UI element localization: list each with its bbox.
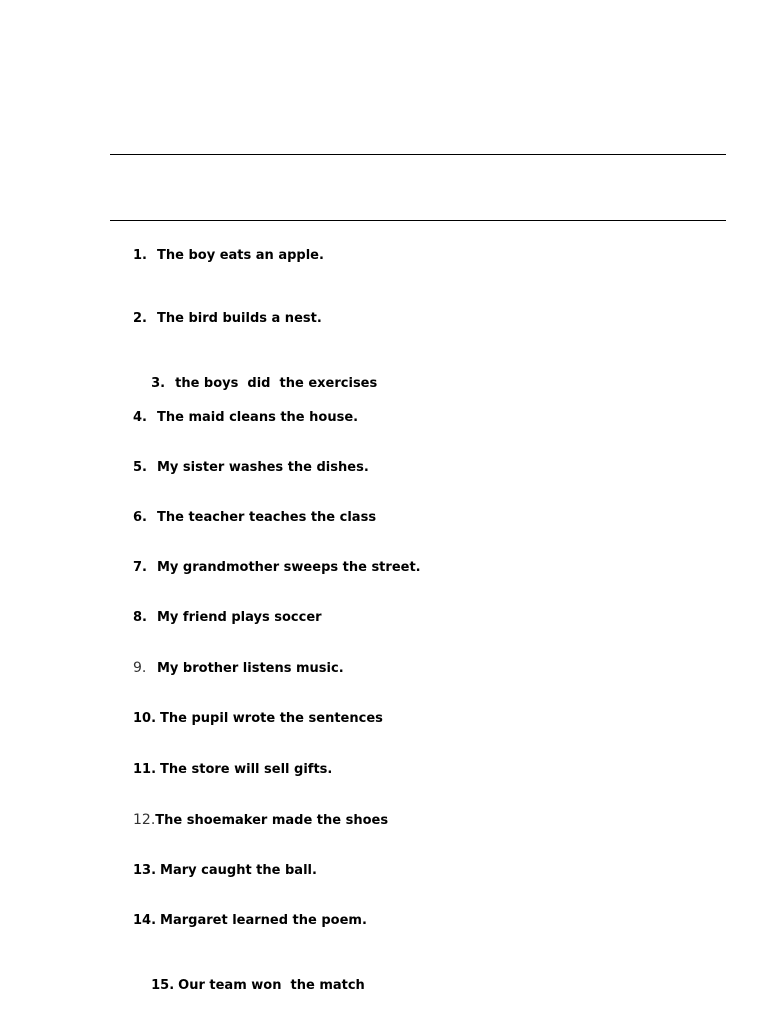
list-item — [133, 812, 388, 829]
item-number: 2. — [133, 311, 147, 326]
item-text: The store will sell gifts. — [160, 762, 333, 777]
item-number: 9. — [133, 660, 147, 676]
item-text: The bird builds a nest. — [157, 311, 322, 326]
item-text: The maid cleans the house. — [157, 410, 359, 425]
item-text: The teacher teaches the class — [157, 510, 377, 525]
item-number: 14. — [133, 913, 157, 928]
item-number: 13. — [133, 863, 157, 878]
list-item — [133, 711, 383, 727]
item-text: The pupil wrote the sentences — [160, 711, 383, 726]
item-number: 6. — [133, 510, 147, 525]
list-item — [133, 660, 344, 677]
list-item — [133, 460, 369, 476]
list-item — [133, 560, 421, 576]
item-number: 10. — [133, 711, 157, 726]
item-number: 7. — [133, 560, 147, 575]
item-number: 15. — [151, 978, 175, 993]
list-item — [133, 913, 367, 929]
list-item — [133, 248, 324, 264]
item-number: 8. — [133, 610, 147, 625]
item-text: The boy eats an apple. — [157, 248, 324, 263]
list-item — [133, 510, 376, 526]
item-number: 4. — [133, 410, 147, 425]
list-item — [133, 311, 322, 327]
item-text: My friend plays soccer — [157, 610, 322, 625]
item-text: My sister washes the dishes. — [157, 460, 369, 475]
top-divider-line — [110, 154, 726, 155]
item-text: the boys did the exercises — [175, 376, 378, 391]
item-text: Mary caught the ball. — [160, 863, 317, 878]
bottom-divider-line — [110, 220, 726, 221]
item-text: The shoemaker made the shoes — [155, 813, 389, 828]
item-text: Margaret learned the poem. — [160, 913, 367, 928]
item-number: 1. — [133, 248, 147, 263]
item-number: 5. — [133, 460, 147, 475]
list-item — [133, 360, 377, 408]
item-text: Our team won the match — [178, 978, 365, 993]
item-number: 12. — [133, 812, 156, 828]
list-item — [133, 962, 365, 1010]
item-number: 3. — [151, 376, 166, 391]
list-item — [133, 610, 322, 626]
item-text: My brother listens music. — [157, 661, 344, 676]
item-text: My grandmother sweeps the street. — [157, 560, 421, 575]
list-item — [133, 410, 358, 426]
list-item — [133, 762, 332, 778]
item-number: 11. — [133, 762, 157, 777]
list-item — [133, 863, 317, 879]
